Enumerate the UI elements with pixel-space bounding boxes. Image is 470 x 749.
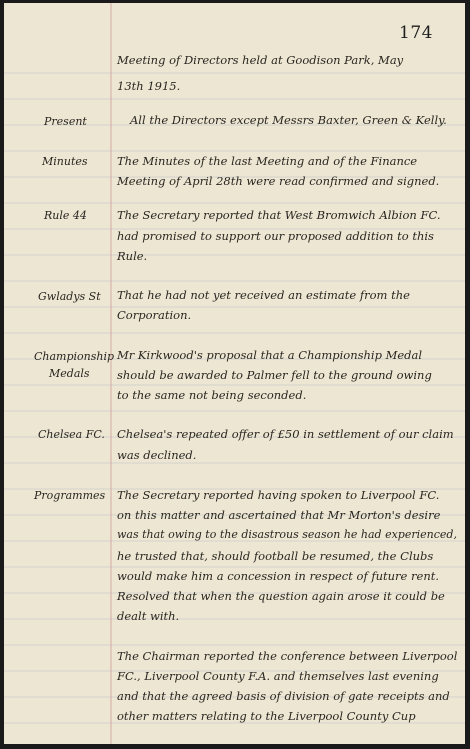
conference-line-4: other matters relating to the Liverpool County Cup [117, 709, 416, 723]
rule-44-line-2: had promised to support our proposed addition to this [117, 229, 434, 243]
margin-label-rule-44: Rule 44 [44, 209, 87, 222]
minutes-line-1: The Minutes of the last Meeting and of the Finance [117, 154, 418, 168]
rule-44-line-1: The Secretary reported that West Bromwich Albion FC. [117, 208, 441, 222]
gwladys-st-line-2: Corporation. [117, 308, 192, 322]
margin-label-gwladys-st: Gwladys St [38, 290, 101, 303]
programmes-line-2: on this matter and ascertained that Mr Morton's desire [117, 508, 441, 522]
programmes-line-6: Resolved that when the question again arose it could be [117, 589, 445, 603]
championship-line-1: Mr Kirkwood's proposal that a Championship Medal [117, 348, 423, 362]
margin-label-present: Present [44, 115, 87, 128]
margin-label-medals: Medals [49, 367, 90, 380]
minute-book-page [4, 3, 465, 744]
meeting-heading-line-1: Meeting of Directors held at Goodison Park, May [117, 53, 404, 67]
programmes-line-7: dealt with. [117, 609, 180, 623]
programmes-line-5: would make him a concession in respect of future rent. [117, 569, 439, 583]
margin-label-programmes: Programmes [34, 489, 106, 502]
programmes-line-3: was that owing to the disastrous season he had experienced, [117, 528, 457, 541]
programmes-line-1: The Secretary reported having spoken to Liverpool FC. [117, 488, 440, 502]
margin-label-championship: Championship [34, 350, 115, 363]
conference-line-3: and that the agreed basis of division of gate receipts and [117, 689, 450, 703]
page-number: 174 [399, 23, 433, 43]
chelsea-line-2: was declined. [117, 448, 197, 462]
meeting-heading-line-2: 13th 1915. [117, 79, 181, 93]
margin-label-minutes: Minutes [42, 155, 88, 168]
chelsea-line-1: Chelsea's repeated offer of £50 in settlement of our claim [117, 427, 454, 441]
rule-44-line-3: Rule. [117, 249, 148, 263]
programmes-line-4: he trusted that, should football be resumed, the Clubs [117, 549, 434, 563]
championship-line-3: to the same not being seconded. [117, 388, 307, 402]
championship-line-2: should be awarded to Palmer fell to the ground owing [117, 368, 432, 382]
conference-line-2: FC., Liverpool County F.A. and themselves last evening [117, 669, 439, 683]
minutes-line-2: Meeting of April 28th were read confirmed and signed. [117, 174, 440, 188]
gwladys-st-line-1: That he had not yet received an estimate from the [117, 288, 410, 302]
present-line-1: All the Directors except Messrs Baxter, Green & Kelly. [130, 113, 447, 127]
margin-label-chelsea-fc: Chelsea FC. [38, 428, 105, 441]
conference-line-1: The Chairman reported the conference between Liverpool [117, 649, 458, 663]
